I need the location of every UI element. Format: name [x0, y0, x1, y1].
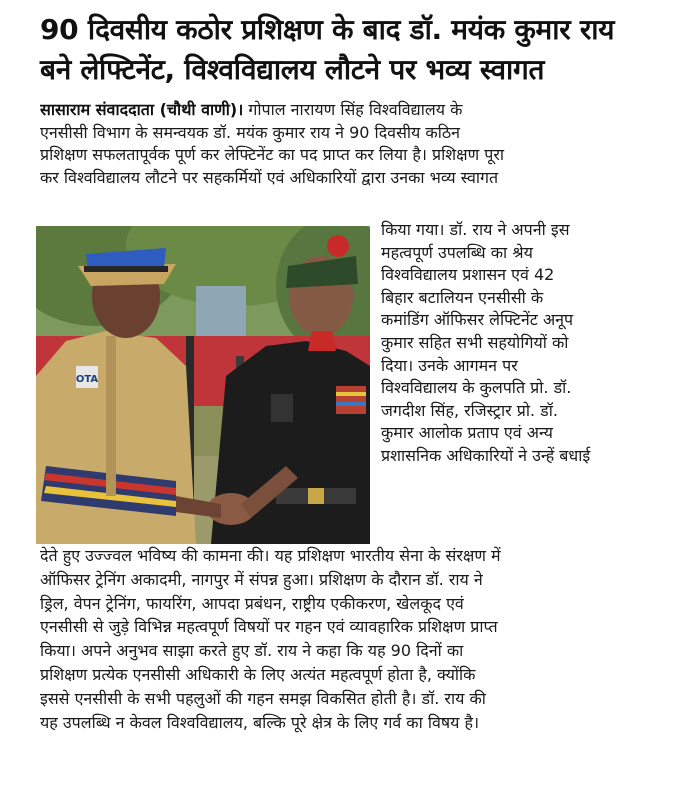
article-line: किया। अपने अनुभव साझा करते हुए डॉ. राय ने कहा कि यह 90 दिनों का [40, 641, 464, 661]
photo-illustration [36, 226, 370, 544]
headline [40, 10, 680, 90]
byline: सासाराम संवाददाता (चौथी वाणी)। [40, 100, 244, 119]
article-line: देते हुए उज्ज्वल भविष्य की कामना की। यह प्रशिक्षण भारतीय सेना के संरक्षण में [40, 546, 501, 565]
article-line: विश्वविद्यालय के कुलपति प्रो. डॉ. [381, 378, 572, 398]
article-line: कर विश्वविद्यालय लौटने पर सहकर्मियों एवं अधिकारियों द्वारा उनका भव्य स्वागत [40, 167, 499, 187]
article-side-column [381, 219, 681, 468]
article-line: एनसीसी विभाग के समन्वयक डॉ. मयंक कुमार राय ने 90 दिवसीय कठिन [40, 122, 461, 142]
article-line: कमांडिंग ऑफिसर लेफ्टिनेंट अनूप [381, 310, 574, 330]
badge-label: OTA [75, 374, 99, 385]
article-line: कुमार सहित सभी सहयोगियों को [381, 332, 569, 352]
article-line: जगदीश सिंह, रजिस्ट्रार प्रो. डॉ. [381, 400, 558, 420]
article-body [40, 544, 680, 734]
article-line: इससे एनसीसी के सभी पहलुओं की गहन समझ विकसित होती है। डॉ. राय की [40, 688, 486, 708]
article-line: ड्रिल, वेपन ट्रेनिंग, फायरिंग, आपदा प्रबंधन, राष्ट्रीय एकीकरण, खेलकूद एवं [40, 593, 464, 613]
article-line: प्रशिक्षण प्रत्येक एनसीसी अधिकारी के लिए अत्यंत महत्वपूर्ण होता है, क्योंकि [40, 664, 476, 684]
article-line: प्रशिक्षण सफलतापूर्वक पूर्ण कर लेफ्टिनेंट का पद प्राप्त कर लिया है। प्रशिक्षण पूरा [40, 145, 505, 164]
article-line: बिहार बटालियन एनसीसी के [381, 287, 544, 307]
article-line: विश्वविद्यालय प्रशासन एवं 42 [381, 265, 555, 285]
article-line: एनसीसी से जुड़े विभिन्न महत्वपूर्ण विषयों पर गहन एवं व्यावहारिक प्रशिक्षण प्राप्त [40, 617, 498, 637]
article-line: दिया। उनके आगमन पर [381, 355, 518, 375]
article-intro [40, 99, 680, 189]
headline-line-2: बने लेफ्टिनेंट, विश्वविद्यालय लौटने पर भव्य स्वागत [40, 53, 545, 86]
article-line: यह उपलब्धि न केवल विश्वविद्यालय, बल्कि पूरे क्षेत्र के लिए गर्व का विषय है। [40, 712, 480, 732]
article-line: कुमार आलोक प्रताप एवं अन्य [381, 423, 553, 443]
news-photo [36, 226, 370, 544]
headline-line-1: 90 दिवसीय कठोर प्रशिक्षण के बाद डॉ. मयंक कुमार राय [40, 13, 615, 46]
article-line: महत्वपूर्ण उपलब्धि का श्रेय [381, 242, 533, 262]
article-line: प्रशासनिक अधिकारियों ने उन्हें बधाई [381, 445, 591, 465]
article-line: ऑफिसर ट्रेनिंग अकादमी, नागपुर में संपन्न हुआ। प्रशिक्षण के दौरान डॉ. राय ने [40, 569, 483, 589]
article-line: सासाराम संवाददाता (चौथी वाणी)। गोपाल नारायण सिंह विश्वविद्यालय के [40, 100, 463, 119]
article-line: किया गया। डॉ. राय ने अपनी इस [381, 220, 570, 239]
